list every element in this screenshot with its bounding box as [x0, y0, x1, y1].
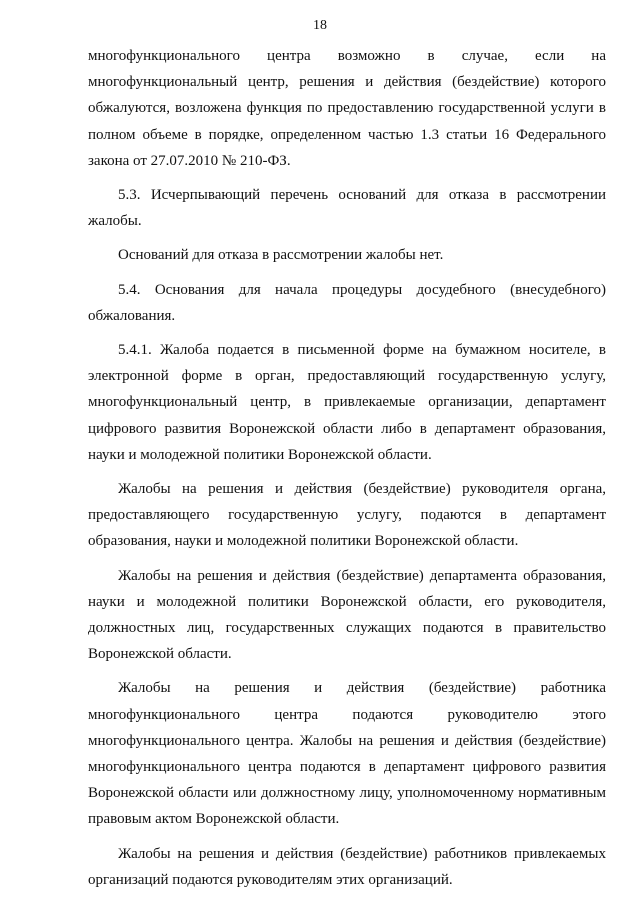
paragraph-5-4-1: 5.4.1. Жалоба подается в письменной форме на бумажном носителе, в электронной форме в орган, предоставляющий государственную услугу, многофункциональный центр, в привлекаемые организации, департамент цифрового развития Воронежской области либо в департамент образования, науки и молодежной политики Воронежской области.	[88, 342, 606, 463]
paragraph-no-grounds: Оснований для отказа в рассмотрении жалобы нет.	[118, 247, 444, 264]
paragraph-5-3-heading: 5.3. Исчерпывающий перечень оснований для отказа в рассмотрении жалобы.	[88, 187, 606, 230]
paragraph-5-4-heading: 5.4. Основания для начала процедуры досудебного (внесудебного) обжалования.	[88, 281, 606, 324]
paragraph-complaints-mfc: Жалобы на решения и действия (бездействие) работника многофункционального центра подаются руководителю этого многофункционального центра. Жалобы на решения и действия (бездействие) многофункционального центра подаются в департамент цифрового развития Воронежской области или должностному лицу, уполномоченному нормативным правовым актом Воронежской области.	[88, 680, 606, 828]
paragraph-continuation: многофункционального центра возможно в случае, если на многофункциональный центр, решения и действия (бездействие) которого обжалуются, возложена функция по предоставлению государственной услуги в полном объеме в порядке, определенном частью 1.3 статьи 16 Федерального закона от 27.07.2010 № 210-ФЗ.	[88, 48, 606, 169]
paragraph-complaints-head-of-body: Жалобы на решения и действия (бездействие) руководителя органа, предоставляющего государственную услугу, подаются в департамент образования, науки и молодежной политики Воронежской области.	[88, 481, 606, 550]
document-body	[88, 43, 606, 901]
paragraph-complaints-organizations: Жалобы на решения и действия (бездействие) работников привлекаемых организаций подаются руководителям этих организаций.	[88, 845, 606, 888]
page-number: 18	[313, 18, 327, 33]
paragraph-complaints-department: Жалобы на решения и действия (бездействие) департамента образования, науки и молодежной политики Воронежской области, его руководителя, должностных лиц, государственных служащих подаются в правительство Воронежской области.	[88, 567, 606, 663]
